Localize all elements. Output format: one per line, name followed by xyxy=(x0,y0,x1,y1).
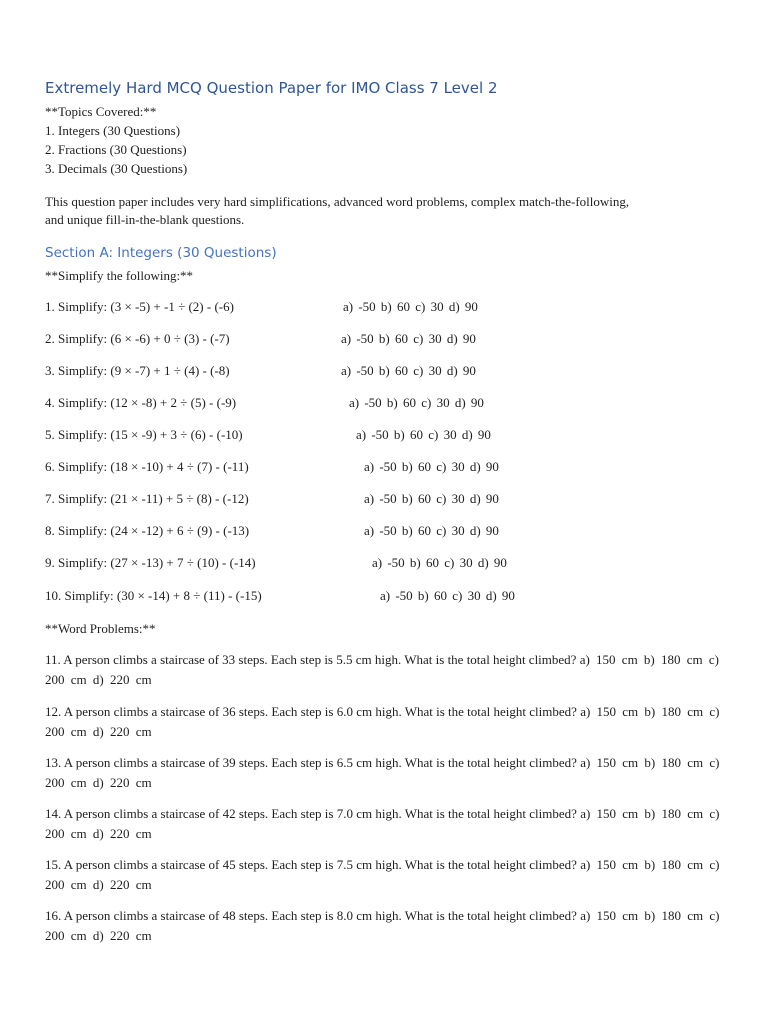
word-problem xyxy=(45,753,725,793)
word-problem-options: a) 150 cm b) 180 cm c) 200 cm d) 220 cm xyxy=(45,704,720,739)
question-options: a) -50 b) 60 c) 30 d) 90 xyxy=(364,491,499,506)
question-text: 4. Simplify: (12 × -8) + 2 ÷ (5) - (-9) xyxy=(45,395,237,410)
question-text: 1. Simplify: (3 × -5) + -1 ÷ (2) - (-6) xyxy=(45,299,234,314)
topic-item: 2. Fractions (30 Questions) xyxy=(45,142,187,157)
section-a-heading: Section A: Integers (30 Questions) xyxy=(45,245,277,261)
intro-line: and unique fill-in-the-blank questions. xyxy=(45,212,245,227)
word-problem-text: 13. A person climbs a staircase of 39 steps. Each step is 6.5 cm high. What is the total height climbed? xyxy=(45,755,577,770)
word-problem-options: a) 150 cm b) 180 cm c) 200 cm d) 220 cm xyxy=(45,652,719,687)
question-text: 9. Simplify: (27 × -13) + 7 ÷ (10) - (-14) xyxy=(45,555,256,570)
topics-heading: **Topics Covered:** xyxy=(45,104,157,119)
question-text: 8. Simplify: (24 × -12) + 6 ÷ (9) - (-13) xyxy=(45,523,250,538)
question-text: 6. Simplify: (18 × -10) + 4 ÷ (7) - (-11) xyxy=(45,459,249,474)
word-problem-options: a) 150 cm b) 180 cm c) 200 cm d) 220 cm xyxy=(45,806,720,841)
question-text: 2. Simplify: (6 × -6) + 0 ÷ (3) - (-7) xyxy=(45,331,230,346)
simplify-heading: **Simplify the following:** xyxy=(45,268,194,283)
topic-item: 3. Decimals (30 Questions) xyxy=(45,161,188,176)
word-problem xyxy=(45,702,725,742)
word-problem-text: 11. A person climbs a staircase of 33 steps. Each step is 5.5 cm high. What is the total height climbed? xyxy=(45,652,577,667)
word-problem xyxy=(45,855,725,895)
word-problem-options: a) 150 cm b) 180 cm c) 200 cm d) 220 cm xyxy=(45,857,720,892)
word-problem xyxy=(45,906,725,946)
word-problem-text: 16. A person climbs a staircase of 48 steps. Each step is 8.0 cm high. What is the total height climbed? xyxy=(45,908,577,923)
intro-line: This question paper includes very hard simplifications, advanced word problems, complex match-the-following, xyxy=(45,194,630,209)
question-text: 10. Simplify: (30 × -14) + 8 ÷ (11) - (-15) xyxy=(45,588,262,603)
question-options: a) -50 b) 60 c) 30 d) 90 xyxy=(341,331,476,346)
question-options: a) -50 b) 60 c) 30 d) 90 xyxy=(372,555,507,570)
question-options: a) -50 b) 60 c) 30 d) 90 xyxy=(349,395,484,410)
question-text: 5. Simplify: (15 × -9) + 3 ÷ (6) - (-10) xyxy=(45,427,243,442)
question-options: a) -50 b) 60 c) 30 d) 90 xyxy=(341,363,476,378)
question-text: 7. Simplify: (21 × -11) + 5 ÷ (8) - (-12) xyxy=(45,491,249,506)
word-problem-text: 12. A person climbs a staircase of 36 steps. Each step is 6.0 cm high. What is the total height climbed? xyxy=(45,704,577,719)
word-problem-text: 15. A person climbs a staircase of 45 steps. Each step is 7.5 cm high. What is the total height climbed? xyxy=(45,857,577,872)
word-problems-heading: **Word Problems:** xyxy=(45,621,156,636)
word-problem-options: a) 150 cm b) 180 cm c) 200 cm d) 220 cm xyxy=(45,908,720,943)
word-problem-text: 14. A person climbs a staircase of 42 steps. Each step is 7.0 cm high. What is the total height climbed? xyxy=(45,806,577,821)
question-options: a) -50 b) 60 c) 30 d) 90 xyxy=(380,588,515,603)
word-problem xyxy=(45,804,725,844)
question-options: a) -50 b) 60 c) 30 d) 90 xyxy=(364,523,499,538)
question-options: a) -50 b) 60 c) 30 d) 90 xyxy=(356,427,491,442)
question-options: a) -50 b) 60 c) 30 d) 90 xyxy=(343,299,478,314)
document-title: Extremely Hard MCQ Question Paper for IMO Class 7 Level 2 xyxy=(45,79,498,97)
question-options: a) -50 b) 60 c) 30 d) 90 xyxy=(364,459,499,474)
question-text: 3. Simplify: (9 × -7) + 1 ÷ (4) - (-8) xyxy=(45,363,230,378)
word-problem xyxy=(45,650,725,690)
word-problem-options: a) 150 cm b) 180 cm c) 200 cm d) 220 cm xyxy=(45,755,720,790)
topic-item: 1. Integers (30 Questions) xyxy=(45,123,181,138)
